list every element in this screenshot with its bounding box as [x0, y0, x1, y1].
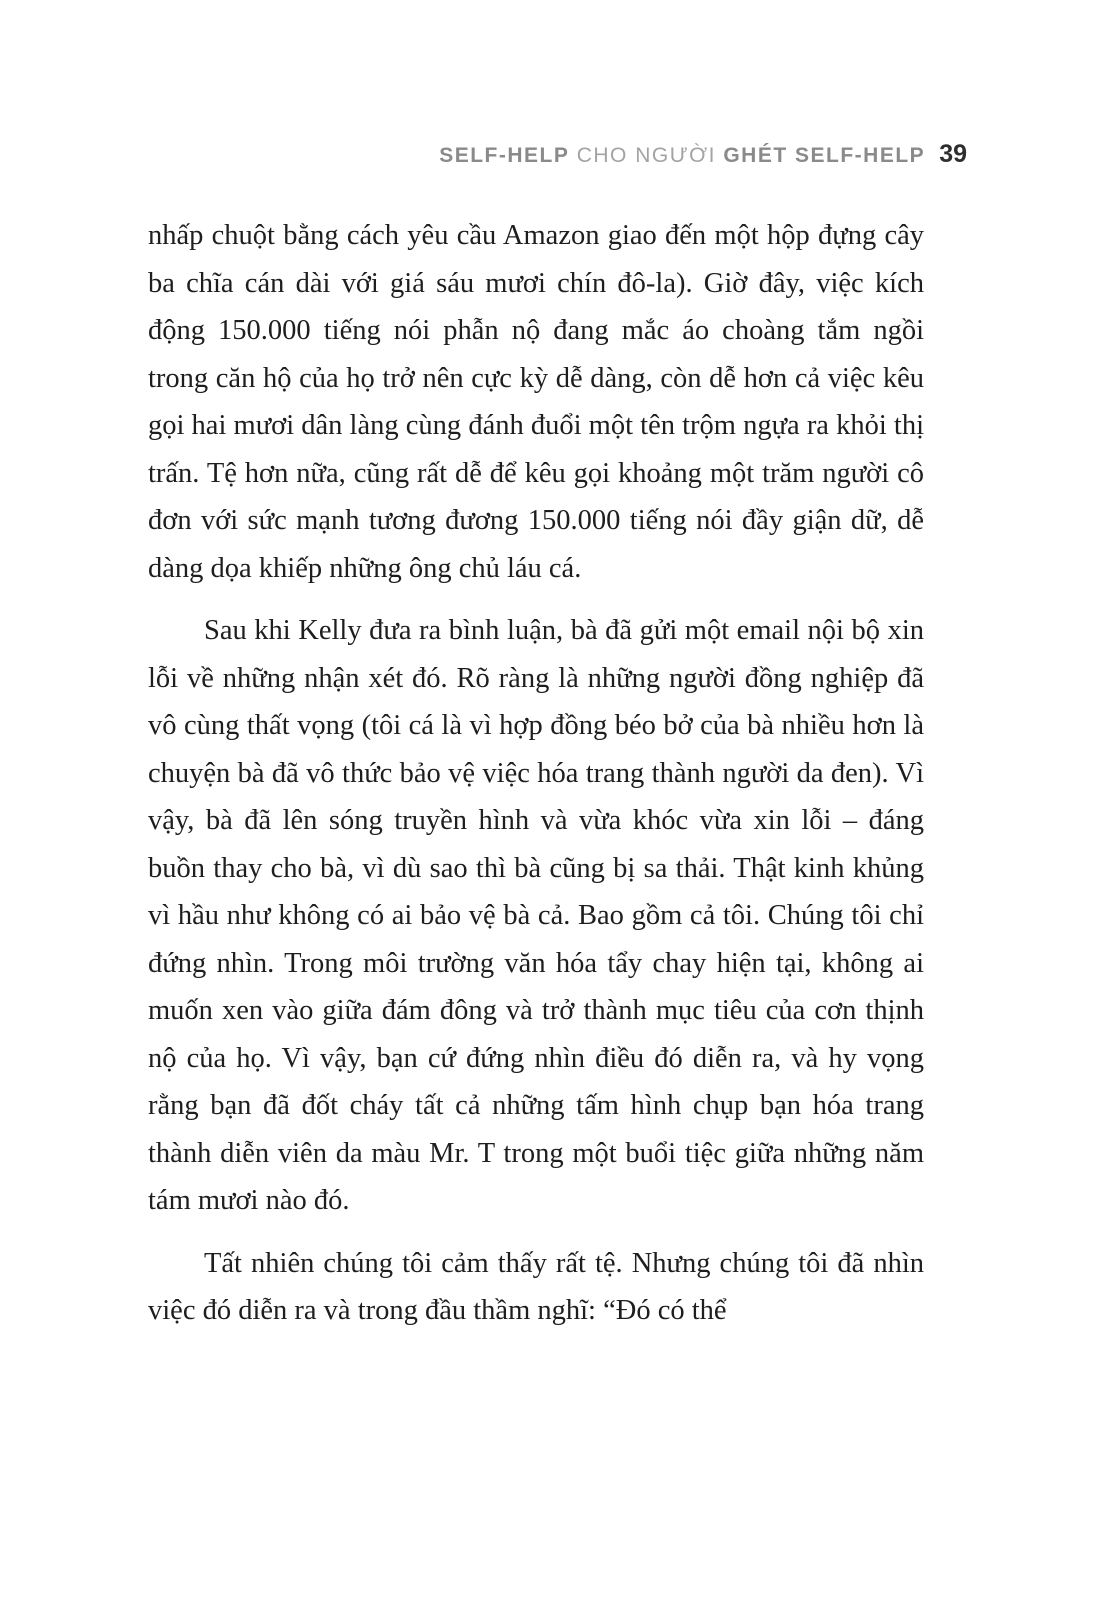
paragraph: Sau khi Kelly đưa ra bình luận, bà đã gửi một email nội bộ xin lỗi về những nhận xét đó. Rõ ràng là những người đồng nghiệp đã vô cùng thất vọng (tôi cá là vì hợp đồng béo bở của bà nhiều hơn là chuyện bà đã vô thức bảo vệ việc hóa trang thành người da đen). Vì vậy, bà đã lên sóng truyền hình và vừa khóc vừa xin lỗi – đáng buồn thay cho bà, vì dù sao thì bà cũng bị sa thải. Thật kinh khủng vì hầu như không có ai bảo vệ bà cả. Bao gồm cả tôi. Chúng tôi chỉ đứng nhìn. Trong môi trường văn hóa tẩy chay hiện tại, không ai muốn xen vào giữa đám đông và trở thành mục tiêu của cơn thịnh nộ của họ. Vì vậy, bạn cứ đứng nhìn điều đó diễn ra, và hy vọng rằng bạn đã đốt cháy tất cả những tấm hình chụp bạn hóa trang thành diễn viên da màu Mr. T trong một buổi tiệc giữa những năm tám mươi nào đó.	[148, 615, 924, 1216]
paragraph: nhấp chuột bằng cách yêu cầu Amazon giao đến một hộp đựng cây ba chĩa cán dài với giá sáu mươi chín đô-la). Giờ đây, việc kích động 150.000 tiếng nói phẫn nộ đang mắc áo choàng tắm ngồi trong căn hộ của họ trở nên cực kỳ dễ dàng, còn dễ hơn cả việc kêu gọi hai mươi dân làng cùng đánh đuổi một tên trộm ngựa ra khỏi thị trấn. Tệ hơn nữa, cũng rất dễ để kêu gọi khoảng một trăm người cô đơn với sức mạnh tương đương 150.000 tiếng nói đầy giận dữ, dễ dàng dọa khiếp những ông chủ láu cá.	[148, 220, 924, 584]
page-number: 39	[939, 140, 967, 168]
paragraph: Tất nhiên chúng tôi cảm thấy rất tệ. Nhưng chúng tôi đã nhìn việc đó diễn ra và trong đầu thầm nghĩ: “Đó có thể	[148, 1247, 924, 1326]
running-head	[0, 140, 967, 169]
running-head-title-part-2: CHO NGƯỜI	[569, 144, 724, 167]
running-head-title-part-3: GHÉT SELF-HELP	[723, 144, 926, 167]
running-head-title-part-1: SELF-HELP	[439, 144, 570, 167]
body-text	[148, 212, 924, 1335]
